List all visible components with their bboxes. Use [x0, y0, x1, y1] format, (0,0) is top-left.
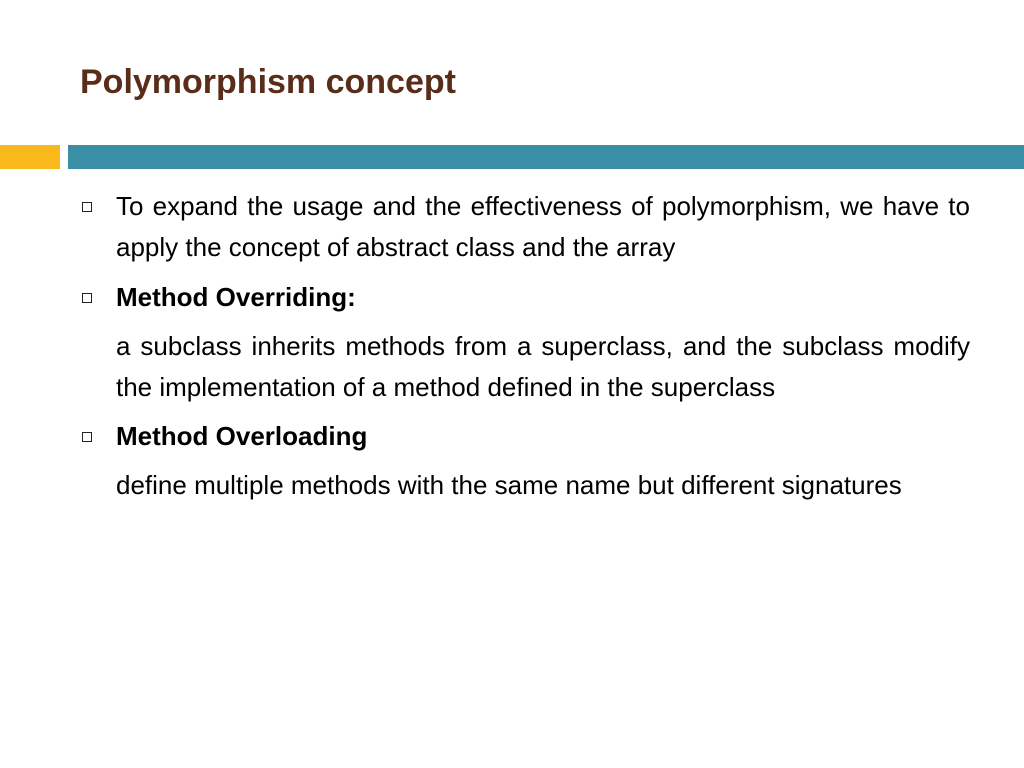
- accent-bar-orange: [0, 145, 60, 169]
- square-bullet-icon: [82, 293, 92, 303]
- method-overriding-description: a subclass inherits methods from a superclass, and the subclass modify the implementation of a method defined in the superclass: [116, 331, 970, 402]
- method-overloading-description: define multiple methods with the same name but different signatures: [116, 470, 902, 500]
- bullet-item-method-overriding: [76, 277, 970, 318]
- bullet-heading: Method Overloading: [116, 421, 368, 451]
- accent-bar-teal: [68, 145, 1024, 169]
- square-bullet-icon: [82, 202, 92, 212]
- bullet-text: To expand the usage and the effectiveness of polymorphism, we have to apply the concept of abstract class and the array: [116, 191, 970, 262]
- bullet-heading: Method Overriding:: [116, 282, 356, 312]
- slide-content: [76, 186, 970, 506]
- square-bullet-icon: [82, 432, 92, 442]
- slide-title: Polymorphism concept: [80, 63, 456, 101]
- bullet-item-method-overloading: [76, 416, 970, 457]
- bullet-item-abstract-class: [76, 186, 970, 268]
